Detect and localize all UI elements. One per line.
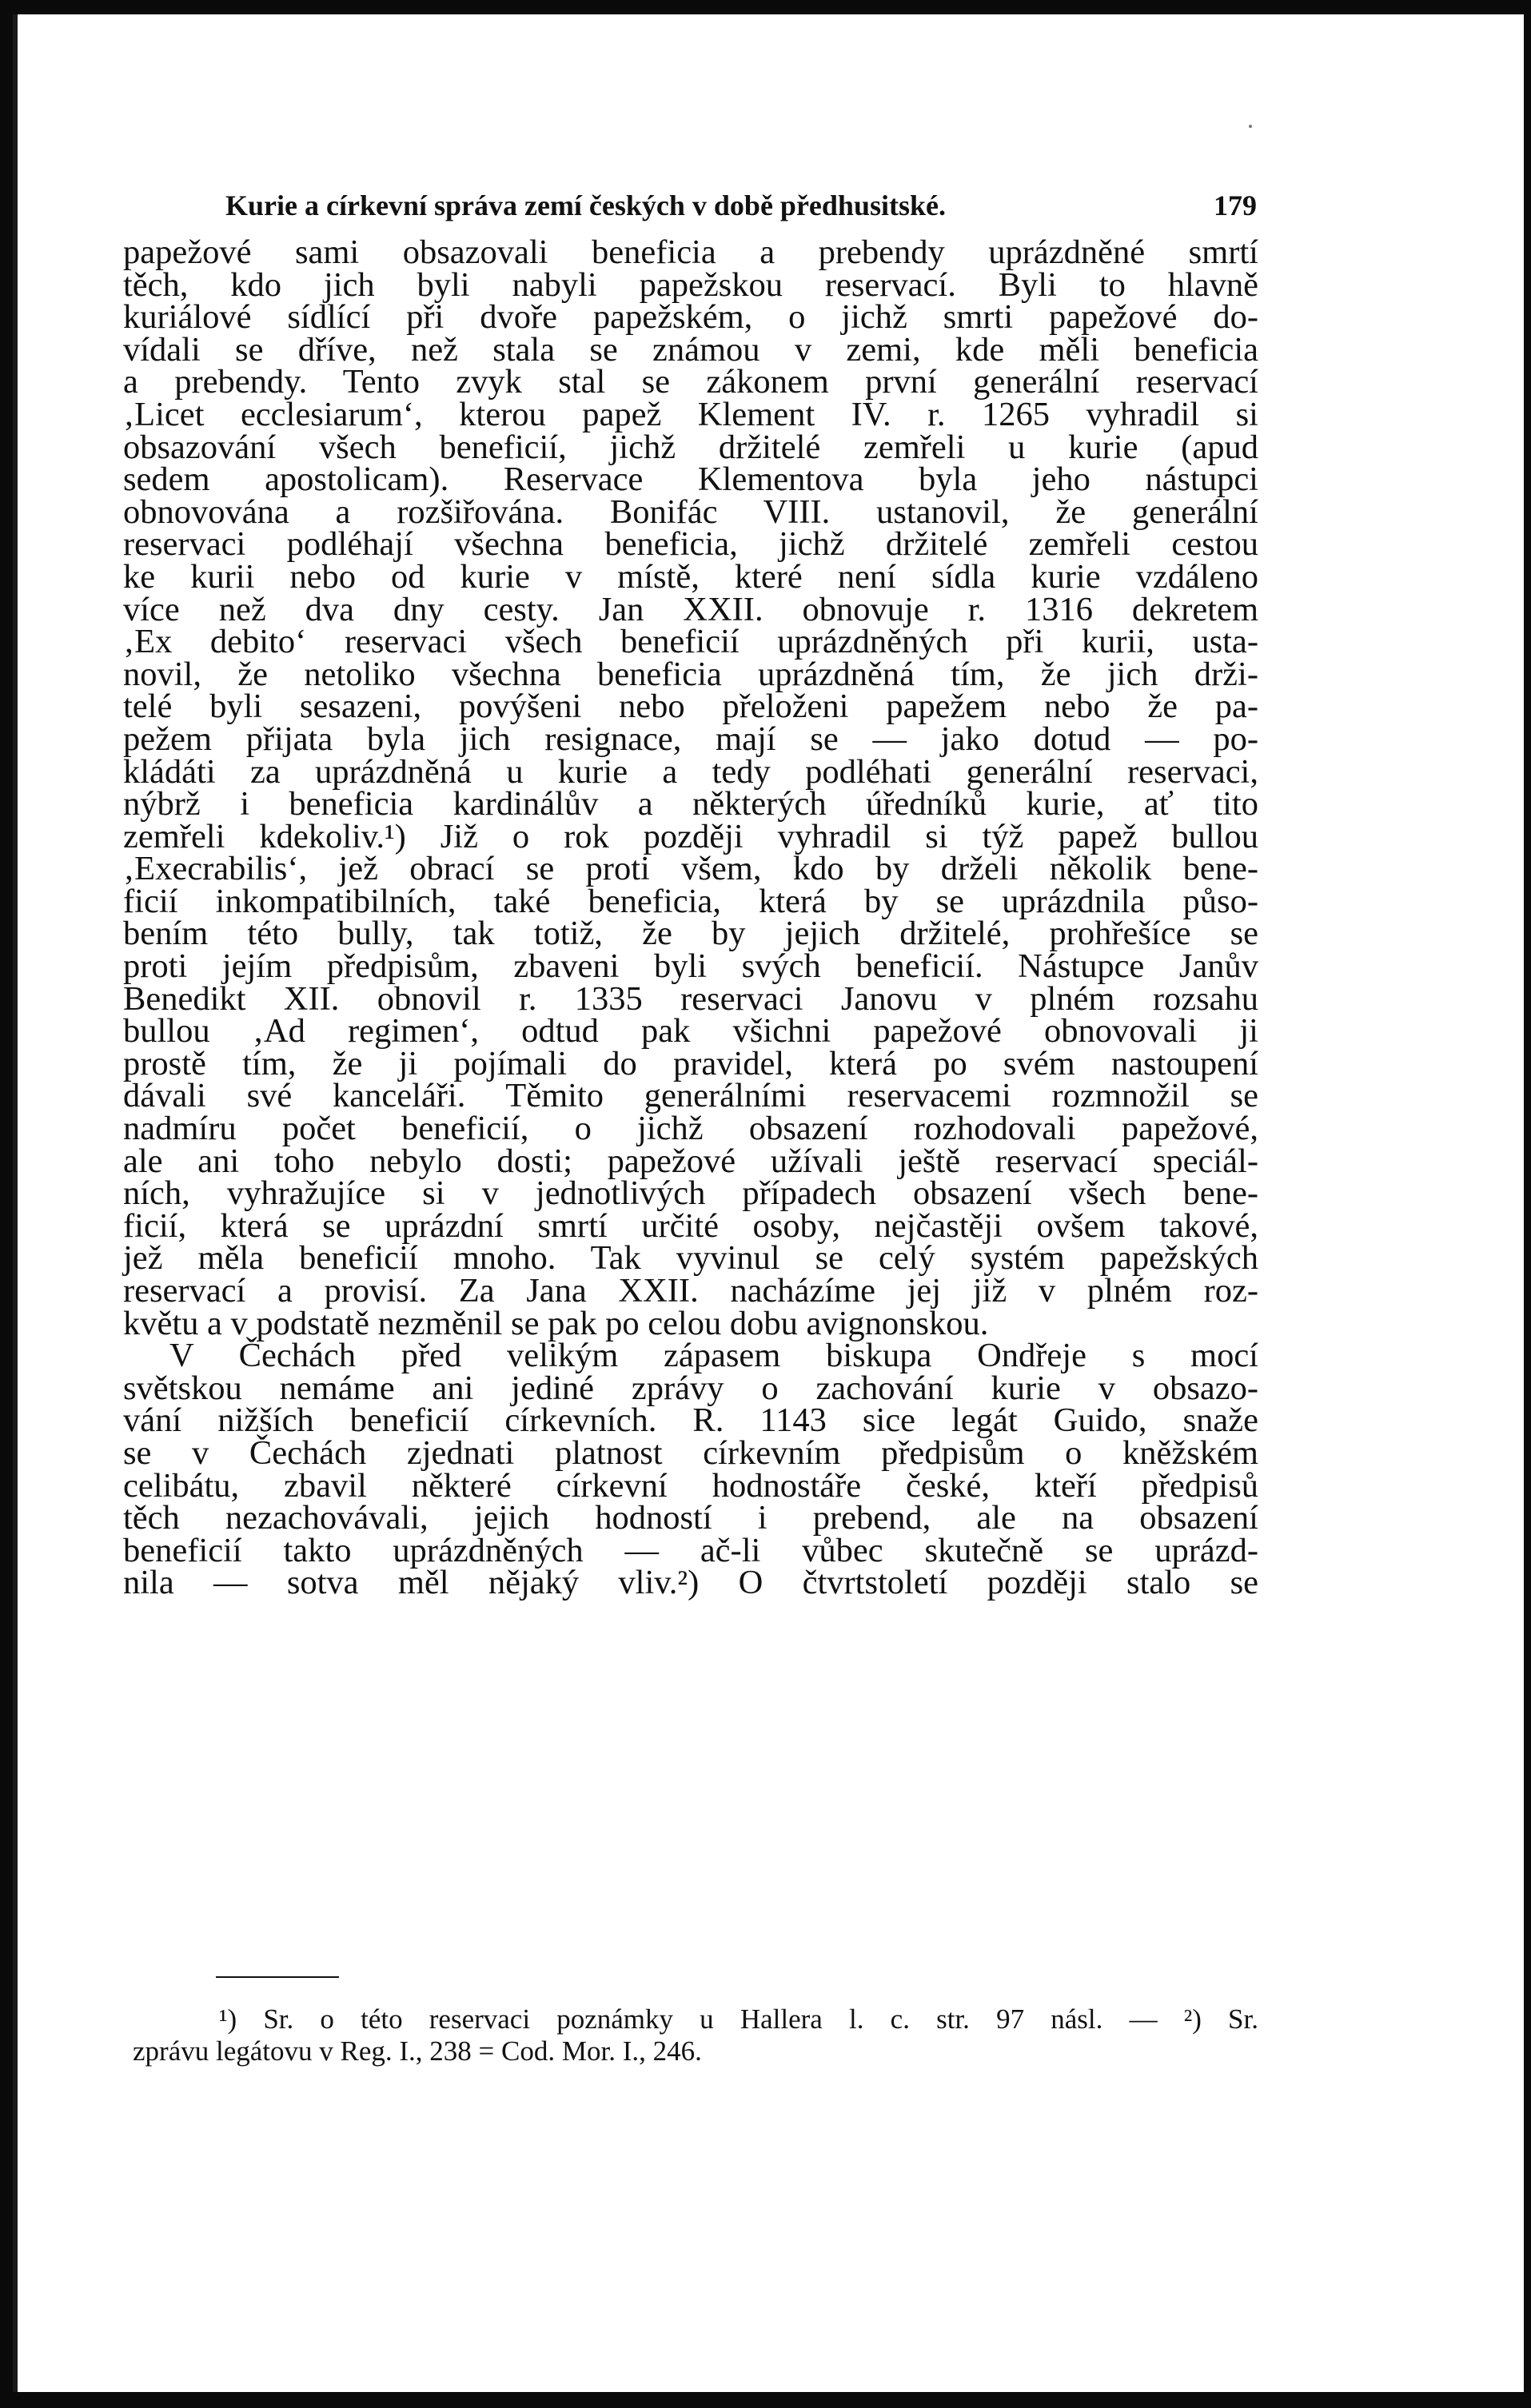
text-line: květu a v podstatě nezměnil se pak po celou dobu avignonskou. bbox=[123, 1304, 989, 1342]
page-header bbox=[225, 189, 1257, 222]
text-line: telé byli sesazeni, povýšeni nebo přeloženi papežem nebo že pa- bbox=[123, 688, 1258, 726]
text-line: a prebendy. Tento zvyk stal se zákonem první generální reservací bbox=[123, 363, 1258, 401]
text-line: zemřeli kdekoliv.¹) Již o rok později vyhradil si týž papež bullou bbox=[123, 817, 1258, 855]
footnote-line: ¹) Sr. o této reservaci poznámky u Hallera l. c. str. 97 násl. — ²) Sr. bbox=[219, 2003, 1258, 2035]
text-line: těch nezachovávali, jejich hodností i prebend, ale na obsazení bbox=[123, 1499, 1258, 1537]
footnote-line: zprávu legátovu v Reg. I., 238 = Cod. Mor. I., 246. bbox=[133, 2035, 702, 2067]
text-line: ních, vyhražujíce si v jednotlivých případech obsazení všech bene- bbox=[123, 1174, 1258, 1213]
text-line: ‚Licet ecclesiarum‘, kterou papež Klement IV. r. 1265 vyhradil si bbox=[123, 395, 1258, 433]
text-line: papežové sami obsazovali beneficia a prebendy uprázdněné smrtí bbox=[123, 233, 1258, 271]
text-line: beneficií takto uprázdněných — ač-li vůbec skutečně se uprázd- bbox=[123, 1531, 1258, 1569]
text-line: pežem přijata byla jich resignace, mají se — jako dotud — po- bbox=[123, 720, 1258, 758]
running-title: Kurie a církevní správa zemí českých v době předhusitské. bbox=[225, 189, 946, 221]
page-number: 179 bbox=[1214, 189, 1257, 221]
text-line: těch, kdo jich byli nabyli papežskou reservací. Byli to hlavně bbox=[123, 265, 1258, 304]
text-line: kuriálové sídlící při dvoře papežském, o jichž smrti papežové do- bbox=[123, 298, 1258, 337]
book-page bbox=[13, 14, 1524, 2392]
text-line: více než dva dny cesty. Jan XXII. obnovuje r. 1316 dekretem bbox=[123, 590, 1258, 628]
text-line: Benedikt XII. obnovil r. 1335 reservaci Janovu v plném rozsahu bbox=[123, 979, 1258, 1018]
text-line: prostě tím, že ji pojímali do pravidel, která po svém nastoupení bbox=[123, 1044, 1258, 1082]
text-line: nadmíru počet beneficií, o jichž obsazení rozhodovali papežové, bbox=[123, 1110, 1258, 1148]
text-line: ale ani toho nebylo dosti; papežové užívali ještě reservací speciál- bbox=[123, 1142, 1258, 1180]
text-line: vání nižších beneficií církevních. R. 1143 sice legát Guido, snaže bbox=[123, 1401, 1258, 1440]
text-line: světskou nemáme ani jediné zprávy o zachování kurie v obsazo- bbox=[123, 1369, 1258, 1407]
text-line: nila — sotva měl nějaký vliv.²) O čtvrtstoletí později stalo se bbox=[123, 1564, 1258, 1602]
text-line: novil, že netoliko všechna beneficia uprázdněná tím, že jich drži- bbox=[123, 655, 1258, 693]
text-line: bullou ‚Ad regimen‘, odtud pak všichni papežové obnovovali ji bbox=[123, 1012, 1258, 1051]
text-line: jež měla beneficií mnoho. Tak vyvinul se celý systém papežských bbox=[123, 1239, 1258, 1278]
text-line: reservaci podléhají všechna beneficia, jichž držitelé zemřeli cestou bbox=[123, 525, 1258, 564]
text-line: ke kurii nebo od kurie v místě, které není sídla kurie vzdáleno bbox=[123, 557, 1258, 596]
scan-speck bbox=[1249, 125, 1252, 128]
page-edge-shadow bbox=[13, 14, 18, 2392]
text-line: vídali se dříve, než stala se známou v zemi, kde měli beneficia bbox=[123, 330, 1258, 369]
text-line: bením této bully, tak totiž, že by jejich držitelé, prohřešíce se bbox=[123, 915, 1258, 953]
text-line: reservací a provisí. Za Jana XXII. nacházíme jej již v plném roz- bbox=[123, 1272, 1258, 1310]
footnotes bbox=[133, 2003, 1258, 2067]
text-line: nýbrž i beneficia kardinálův a některých úředníků kurie, ať tito bbox=[123, 785, 1258, 823]
text-line: celibátu, zbavil některé církevní hodnostáře české, kteří předpisů bbox=[123, 1466, 1258, 1505]
text-line: dávali své kanceláři. Těmito generálními reservacemi rozmnožil se bbox=[123, 1077, 1258, 1115]
text-line: sedem apostolicam). Reservace Klementova byla jeho nástupci bbox=[123, 460, 1258, 499]
text-line: kládáti za uprázdněná u kurie a tedy podléhati generální reservaci, bbox=[123, 752, 1258, 791]
footnote-separator bbox=[216, 1976, 339, 1978]
text-line: V Čechách před velikým zápasem biskupa Ondřeje s mocí bbox=[169, 1337, 1258, 1375]
text-line: obsazování všech beneficií, jichž držitelé zemřeli u kurie (apud bbox=[123, 428, 1258, 466]
text-line: se v Čechách zjednati platnost církevním předpisům o kněžském bbox=[123, 1433, 1258, 1472]
body-text bbox=[123, 233, 1258, 1602]
text-line: proti jejím předpisům, zbaveni byli svých beneficií. Nástupce Janův bbox=[123, 947, 1258, 986]
text-line: obnovována a rozšiřována. Bonifác VIII. ustanovil, že generální bbox=[123, 492, 1258, 531]
text-line: ficií, která se uprázdní smrtí určité osoby, nejčastěji ovšem takové, bbox=[123, 1206, 1258, 1245]
text-line: ‚Execrabilis‘, jež obrací se proti všem, kdo by drželi několik bene- bbox=[123, 850, 1258, 888]
text-line: ‚Ex debito‘ reservaci všech beneficií uprázdněných při kurii, usta- bbox=[123, 623, 1258, 661]
text-line: ficií inkompatibilních, také beneficia, která by se uprázdnila půso- bbox=[123, 882, 1258, 920]
